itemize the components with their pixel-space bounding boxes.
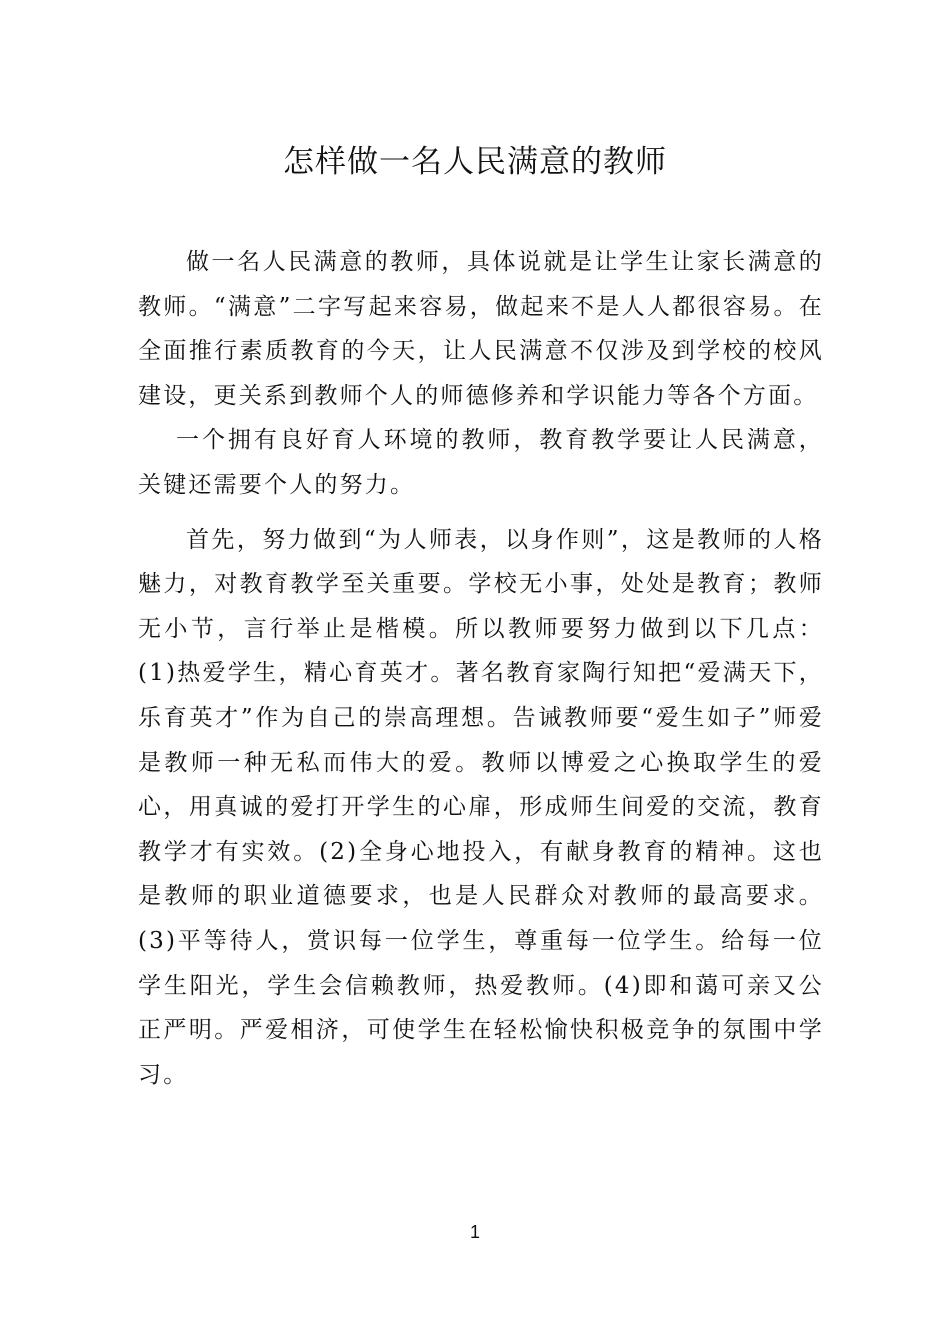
paragraph-effort: 一个拥有良好育人环境的教师，教育教学要让人民满意，关键还需要个人的努力。	[138, 427, 824, 498]
paragraph-intro: 做一名人民满意的教师，具体说就是让学生让家长满意的教师。“满意”二字写起来容易，做起来不是人人都很容易。在全面推行素质教育的今天，让人民满意不仅涉及到学校的校风建设，更关系到教师个人的师德修养和学识能力等各个方面。	[138, 249, 824, 409]
page-number: 1	[469, 1222, 480, 1242]
document-title: 怎样做一名人民满意的教师	[283, 144, 667, 180]
document-body	[138, 240, 824, 1097]
paragraph-first-point: 首先，努力做到“为人师表，以身作则”，这是教师的人格魅力，对教育教学至关重要。学校无小事，处处是教育；教师无小节，言行举止是楷模。所以教师要努力做到以下几点：(1)热爱学生，精心育英才。著名教育家陶行知把“爱满天下，乐育英才”作为自己的崇高理想。告诫教师要“爱生如子”师爱是教师一种无私而伟大的爱。教师以博爱之心换取学生的爱心，用真诚的爱打开学生的心扉，形成师生间爱的交流，教育教学才有实效。(2)全身心地投入，有献身教育的精神。这也是教师的职业道德要求，也是人民群众对教师的最高要求。(3)平等待人，赏识每一位学生，尊重每一位学生。给每一位学生阳光，学生会信赖教师，热爱教师。(4)即和蔼可亲又公正严明。严爱相济，可使学生在轻松愉快积极竞争的氛围中学习。	[138, 526, 824, 1088]
